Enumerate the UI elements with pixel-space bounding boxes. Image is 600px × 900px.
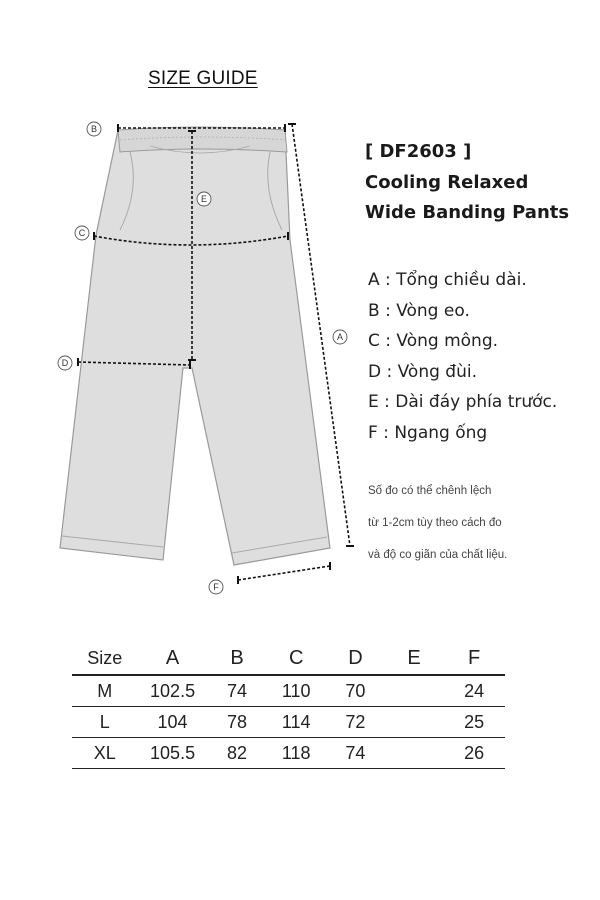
- legend-item-d: D : Vòng đùi.: [368, 361, 477, 382]
- cell-c: 118: [266, 738, 326, 769]
- cell-b: 78: [208, 707, 267, 738]
- svg-text:B: B: [90, 124, 98, 134]
- size-guide-title: SIZE GUIDE: [148, 68, 258, 89]
- header-f: F: [443, 643, 505, 675]
- svg-text:C: C: [78, 228, 86, 238]
- cell-c: 110: [266, 675, 326, 707]
- legend-item-e: E : Dài đáy phía trước.: [368, 392, 558, 412]
- legend-item-f: F : Ngang ống: [368, 422, 488, 443]
- header-size: Size: [72, 643, 138, 675]
- cell-c: 114: [266, 707, 326, 738]
- legend-item-a: A : Tổng chiều dài.: [368, 270, 527, 290]
- cell-b: 82: [208, 738, 267, 769]
- pants-outline: [60, 130, 330, 565]
- cell-d: 72: [326, 707, 385, 738]
- size-table: [72, 643, 505, 769]
- cell-f: 24: [443, 675, 505, 707]
- cell-size: L: [72, 707, 138, 738]
- svg-text:A: A: [336, 332, 344, 342]
- product-name-line1: Cooling Relaxed: [365, 172, 529, 193]
- header-b: B: [208, 643, 267, 675]
- cell-a: 102.5: [138, 675, 208, 707]
- legend-item-b: B : Vòng eo.: [368, 300, 470, 321]
- cell-e: [385, 675, 443, 707]
- table-row: [72, 707, 505, 738]
- label-d: [58, 356, 72, 370]
- label-a: [333, 330, 347, 344]
- cell-b: 74: [208, 675, 267, 707]
- product-name-line2: Wide Banding Pants: [365, 202, 570, 223]
- legend-item-c: C : Vòng mông.: [368, 331, 499, 351]
- header-d: D: [326, 643, 385, 675]
- measurement-legend: [368, 265, 557, 448]
- cell-size: M: [72, 675, 138, 707]
- cell-size: XL: [72, 738, 138, 769]
- cell-f: 25: [443, 707, 505, 738]
- measure-f-line: [238, 566, 330, 580]
- cell-e: [385, 738, 443, 769]
- product-code: [ DF2603 ]: [365, 141, 472, 162]
- label-b: [87, 122, 101, 136]
- note-line-2: từ 1-2cm tùy theo cách đo: [368, 517, 502, 529]
- cell-d: 70: [326, 675, 385, 707]
- table-row: [72, 675, 505, 707]
- note-line-3: và độ co giãn của chất liệu.: [368, 549, 508, 561]
- table-row: [72, 738, 505, 769]
- header-a: A: [138, 643, 208, 675]
- svg-text:D: D: [61, 358, 69, 368]
- waistband: [118, 127, 287, 152]
- cell-d: 74: [326, 738, 385, 769]
- size-table-header: [72, 643, 505, 675]
- label-e: [197, 192, 211, 206]
- svg-text:E: E: [200, 194, 208, 204]
- label-f: [209, 580, 223, 594]
- header-c: C: [266, 643, 326, 675]
- note-line-1: Số đo có thể chênh lệch: [368, 485, 492, 497]
- cell-a: 105.5: [138, 738, 208, 769]
- cell-e: [385, 707, 443, 738]
- header-e: E: [385, 643, 443, 675]
- cell-a: 104: [138, 707, 208, 738]
- svg-text:F: F: [213, 582, 219, 592]
- cell-f: 26: [443, 738, 505, 769]
- label-c: [75, 226, 89, 240]
